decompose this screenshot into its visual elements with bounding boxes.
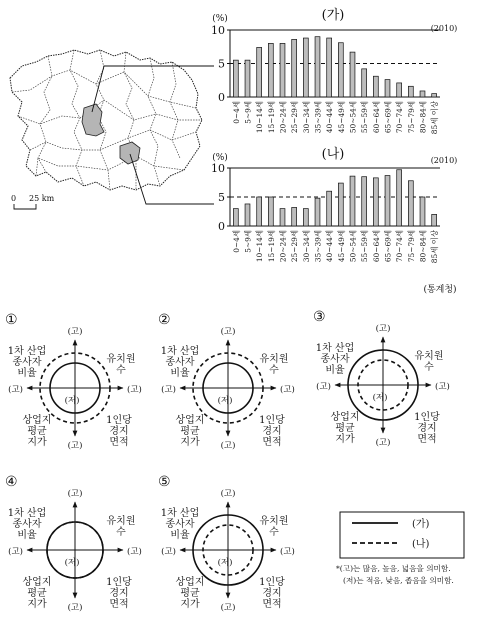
chart-na-ylabel: (%)	[212, 153, 228, 163]
label-primary-industry-ratio: 비율	[170, 368, 190, 379]
label-farmland-per-capita: 경지	[262, 588, 282, 599]
label-kindergarten-count: 유치원	[259, 516, 289, 527]
high-label: (고)	[67, 603, 83, 613]
answer-option-2[interactable]	[158, 312, 295, 451]
chart-na-title: (나)	[321, 147, 345, 162]
x-tick-label: 85세 이상	[430, 230, 440, 264]
x-tick-label: 75~79세	[406, 101, 416, 134]
high-label: (고)	[161, 385, 176, 395]
label-farmland-per-capita: 경지	[417, 423, 437, 434]
bar-80~84세	[420, 91, 425, 97]
option-number: ④	[5, 474, 18, 490]
label-primary-industry-ratio: 비율	[170, 530, 190, 541]
low-label: (저)	[217, 396, 233, 406]
label-farmland-per-capita: 경지	[262, 426, 282, 437]
x-tick-label: 80~84세	[418, 101, 428, 134]
label-kindergarten-count: 수	[116, 365, 126, 376]
label-commercial-land-price: 지가	[27, 437, 47, 448]
legend-dashed-label: (나)	[412, 539, 430, 550]
x-tick-label: 25~29세	[290, 101, 300, 134]
high-label: (고)	[280, 385, 295, 395]
label-primary-industry-ratio: 1차 산업	[7, 508, 47, 519]
label-kindergarten-count: 수	[269, 365, 279, 376]
x-tick-label: 70~74세	[395, 230, 405, 263]
bar-45~49세	[338, 183, 343, 226]
low-label: (저)	[64, 558, 80, 568]
label-farmland-per-capita: 면적	[417, 434, 437, 445]
x-tick-label: 30~34세	[301, 230, 311, 263]
low-label: (저)	[64, 396, 80, 406]
chart-ga-year: (2010)	[430, 24, 458, 33]
source-label: (통계청)	[423, 285, 457, 295]
bar-60~64세	[373, 178, 378, 226]
bar-5~9세	[245, 204, 250, 226]
bar-20~24세	[280, 209, 285, 226]
label-farmland-per-capita: 면적	[262, 599, 282, 610]
label-kindergarten-count: 유치원	[106, 516, 136, 527]
x-tick-label: 10~14세	[255, 230, 265, 263]
bar-85세 이상	[432, 214, 437, 226]
x-tick-label: 40~44세	[325, 230, 335, 263]
high-label: (고)	[127, 547, 142, 557]
label-farmland-per-capita: 경지	[109, 588, 129, 599]
bar-0~4세	[233, 60, 238, 97]
label-primary-industry-ratio: 비율	[17, 530, 37, 541]
label-primary-industry-ratio: 종사자	[165, 357, 195, 368]
bar-30~34세	[303, 38, 308, 97]
bar-50~54세	[350, 52, 355, 97]
answer-option-5[interactable]	[158, 474, 295, 613]
map-outline	[10, 50, 202, 190]
x-tick-label: 10~14세	[255, 101, 265, 134]
x-tick-label: 30~34세	[301, 101, 311, 134]
low-label: (저)	[372, 393, 388, 403]
low-label: (저)	[217, 558, 233, 568]
bar-55~59세	[362, 177, 367, 226]
scale-zero-label: 0	[11, 194, 17, 203]
option-number: ③	[313, 309, 326, 325]
label-primary-industry-ratio: 종사자	[165, 519, 195, 530]
high-label: (고)	[67, 327, 83, 337]
high-label: (고)	[220, 327, 236, 337]
label-commercial-land-price: 평균	[27, 426, 47, 437]
label-commercial-land-price: 지가	[180, 599, 200, 610]
x-tick-label: 75~79세	[406, 230, 416, 263]
x-tick-label: 85세 이상	[430, 101, 440, 135]
high-label: (고)	[161, 547, 176, 557]
x-tick-label: 70~74세	[395, 101, 405, 134]
x-tick-label: 45~49세	[336, 101, 346, 134]
bar-35~39세	[315, 198, 320, 226]
bar-15~19세	[268, 197, 273, 226]
x-tick-label: 5~9세	[243, 230, 253, 253]
label-kindergarten-count: 수	[269, 527, 279, 538]
label-commercial-land-price: 평균	[27, 588, 47, 599]
answer-option-4[interactable]	[5, 474, 142, 613]
label-commercial-land-price: 상업지	[175, 415, 205, 426]
legend-box	[340, 512, 464, 558]
x-tick-label: 5~9세	[243, 101, 253, 124]
x-tick-label: 20~24세	[278, 230, 288, 263]
option-number: ①	[5, 312, 18, 328]
high-label: (고)	[67, 489, 83, 499]
y-tick-label: 10	[211, 162, 225, 175]
y-tick-label: 0	[218, 220, 225, 233]
bar-85세 이상	[432, 94, 437, 97]
x-tick-label: 45~49세	[336, 230, 346, 263]
label-farmland-per-capita: 1인당	[106, 415, 132, 426]
bar-15~19세	[268, 43, 273, 97]
bar-0~4세	[233, 209, 238, 226]
label-primary-industry-ratio: 1차 산업	[160, 508, 200, 519]
high-label: (고)	[8, 385, 23, 395]
x-tick-label: 65~69세	[383, 230, 393, 263]
scale-distance-label: 25 km	[29, 194, 55, 203]
label-kindergarten-count: 유치원	[259, 354, 289, 365]
x-tick-label: 40~44세	[325, 101, 335, 134]
label-commercial-land-price: 평균	[180, 588, 200, 599]
answer-option-1[interactable]	[5, 312, 142, 451]
legend-solid-label: (가)	[412, 519, 430, 530]
bar-25~29세	[292, 207, 297, 226]
bar-60~64세	[373, 76, 378, 97]
label-commercial-land-price: 상업지	[330, 412, 360, 423]
high-label: (고)	[127, 385, 142, 395]
label-farmland-per-capita: 1인당	[259, 577, 285, 588]
option-number: ②	[158, 312, 171, 328]
label-kindergarten-count: 수	[116, 527, 126, 538]
high-label: (고)	[220, 603, 236, 613]
chart-ga-title: (가)	[321, 8, 345, 23]
x-tick-label: 80~84세	[418, 230, 428, 263]
x-tick-label: 60~64세	[371, 101, 381, 134]
x-tick-label: 55~59세	[360, 101, 370, 134]
high-label: (고)	[375, 438, 391, 448]
bar-70~74세	[397, 83, 402, 97]
high-label: (고)	[67, 441, 83, 451]
x-tick-label: 50~54세	[348, 101, 358, 134]
label-primary-industry-ratio: 1차 산업	[315, 343, 355, 354]
high-label: (고)	[316, 382, 331, 392]
bar-55~59세	[362, 69, 367, 97]
label-primary-industry-ratio: 1차 산업	[7, 346, 47, 357]
bar-10~14세	[257, 47, 262, 97]
chart-na-year: (2010)	[430, 156, 458, 165]
label-commercial-land-price: 평균	[180, 426, 200, 437]
label-kindergarten-count: 수	[424, 362, 434, 373]
bar-70~74세	[397, 170, 402, 226]
label-primary-industry-ratio: 종사자	[12, 519, 42, 530]
chart-ga-ylabel: (%)	[212, 14, 228, 24]
note-line-1: *(고)는 많음, 높음, 넓음을 의미함.	[336, 564, 451, 573]
region-map	[10, 50, 214, 209]
x-tick-label: 60~64세	[371, 230, 381, 263]
bar-75~79세	[408, 86, 413, 97]
label-commercial-land-price: 지가	[180, 437, 200, 448]
high-label: (고)	[375, 324, 391, 334]
note-line-2: (저)는 적음, 낮음, 좁음을 의미함.	[343, 576, 454, 585]
bar-10~14세	[257, 197, 262, 226]
y-tick-label: 0	[218, 91, 225, 104]
y-tick-label: 10	[211, 24, 225, 37]
label-commercial-land-price: 지가	[335, 434, 355, 445]
x-tick-label: 35~39세	[313, 101, 323, 134]
bar-80~84세	[420, 197, 425, 226]
label-kindergarten-count: 유치원	[106, 354, 136, 365]
y-tick-label: 5	[218, 57, 225, 71]
x-tick-label: 15~19세	[266, 101, 276, 134]
label-farmland-per-capita: 면적	[109, 437, 129, 448]
map-scale-bar	[11, 194, 55, 209]
answer-option-3[interactable]	[313, 309, 450, 448]
bar-chart-ga	[211, 7, 457, 134]
bar-35~39세	[315, 37, 320, 97]
bar-65~69세	[385, 80, 390, 97]
label-primary-industry-ratio: 종사자	[12, 357, 42, 368]
highlighted-region-na	[120, 142, 140, 164]
label-commercial-land-price: 상업지	[22, 415, 52, 426]
label-primary-industry-ratio: 비율	[325, 365, 345, 376]
x-tick-label: 20~24세	[278, 101, 288, 134]
label-farmland-per-capita: 1인당	[106, 577, 132, 588]
bar-40~44세	[327, 38, 332, 97]
bar-75~79세	[408, 181, 413, 226]
label-primary-industry-ratio: 1차 산업	[160, 346, 200, 357]
bar-45~49세	[338, 43, 343, 97]
x-tick-label: 65~69세	[383, 101, 393, 134]
bar-50~54세	[350, 176, 355, 226]
bar-25~29세	[292, 39, 297, 97]
high-label: (고)	[220, 489, 236, 499]
high-label: (고)	[220, 441, 236, 451]
x-tick-label: 35~39세	[313, 230, 323, 263]
x-tick-label: 50~54세	[348, 230, 358, 263]
high-label: (고)	[435, 382, 450, 392]
bar-5~9세	[245, 60, 250, 97]
label-primary-industry-ratio: 종사자	[320, 354, 350, 365]
high-label: (고)	[280, 547, 295, 557]
x-tick-label: 55~59세	[360, 230, 370, 263]
label-commercial-land-price: 평균	[335, 423, 355, 434]
x-tick-label: 0~4세	[231, 229, 241, 253]
x-tick-label: 15~19세	[266, 230, 276, 263]
label-commercial-land-price: 상업지	[175, 577, 205, 588]
high-label: (고)	[8, 547, 23, 557]
option-number: ⑤	[158, 474, 171, 490]
label-commercial-land-price: 지가	[27, 599, 47, 610]
bar-30~34세	[303, 209, 308, 226]
bar-40~44세	[327, 191, 332, 226]
label-farmland-per-capita: 1인당	[259, 415, 285, 426]
bar-20~24세	[280, 43, 285, 97]
x-tick-label: 25~29세	[290, 230, 300, 263]
label-commercial-land-price: 상업지	[22, 577, 52, 588]
label-kindergarten-count: 유치원	[414, 351, 444, 362]
label-farmland-per-capita: 면적	[262, 437, 282, 448]
label-farmland-per-capita: 경지	[109, 426, 129, 437]
label-farmland-per-capita: 1인당	[414, 412, 440, 423]
label-farmland-per-capita: 면적	[109, 599, 129, 610]
bar-chart-na	[211, 146, 457, 263]
label-primary-industry-ratio: 비율	[17, 368, 37, 379]
bar-65~69세	[385, 176, 390, 226]
x-tick-label: 0~4세	[231, 100, 241, 124]
y-tick-label: 5	[218, 191, 225, 204]
